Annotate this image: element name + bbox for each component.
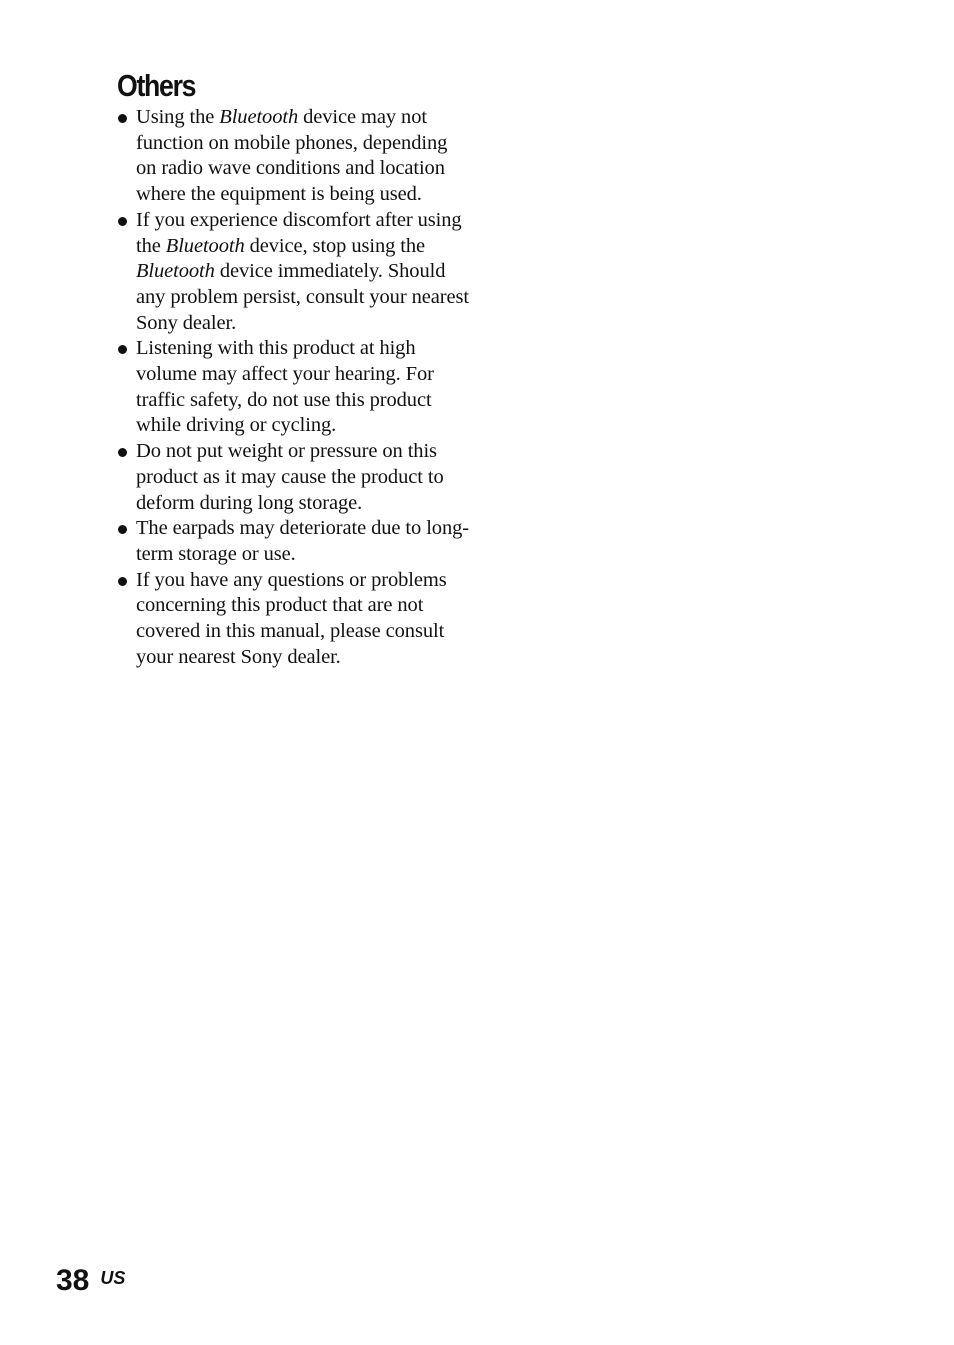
note-text: device, stop using the bbox=[244, 234, 426, 257]
note-text: Using the bbox=[136, 106, 220, 128]
note-text: Do not put weight or pressure on this product as it may cause the product to deform during long storage. bbox=[136, 440, 444, 514]
note-text: Listening with this product at high volume may affect your hearing. For traffic safety, do not use this product while driving or cycling. bbox=[136, 337, 434, 437]
list-item bbox=[117, 208, 469, 337]
bullet-icon bbox=[118, 114, 127, 123]
page-number: 38 bbox=[56, 1264, 90, 1297]
note-text: If you have any questions or problems concerning this product that are not covered in this manual, please consult your nearest Sony dealer. bbox=[136, 568, 447, 668]
note-text-italic: Bluetooth bbox=[165, 234, 245, 257]
bullet-icon bbox=[118, 448, 127, 457]
list-item bbox=[117, 105, 469, 208]
note-text: device may not function on mobile phones, depending on radio wave conditions and location where the equipment is being used. bbox=[136, 106, 448, 206]
list-item bbox=[117, 516, 469, 567]
note-text-italic: Bluetooth bbox=[136, 260, 215, 283]
note-text: The earpads may deteriorate due to long-term storage or use. bbox=[136, 517, 469, 565]
bullet-icon bbox=[118, 217, 127, 226]
notes-list bbox=[117, 105, 469, 670]
bullet-icon bbox=[118, 525, 127, 534]
bullet-icon bbox=[118, 577, 127, 586]
note-text-italic: Bluetooth bbox=[219, 106, 299, 128]
list-item bbox=[117, 336, 469, 439]
list-item bbox=[117, 568, 469, 671]
list-item bbox=[117, 439, 469, 516]
page-footer bbox=[56, 1264, 125, 1297]
bullet-icon bbox=[118, 345, 127, 354]
note-text: If you experience discomfort after using the bbox=[136, 208, 462, 257]
region-code: US bbox=[100, 1268, 126, 1288]
section-title: Others bbox=[117, 68, 196, 103]
note-text: device immediately. Should any problem persist, consult your nearest Sony dealer. bbox=[136, 260, 469, 334]
